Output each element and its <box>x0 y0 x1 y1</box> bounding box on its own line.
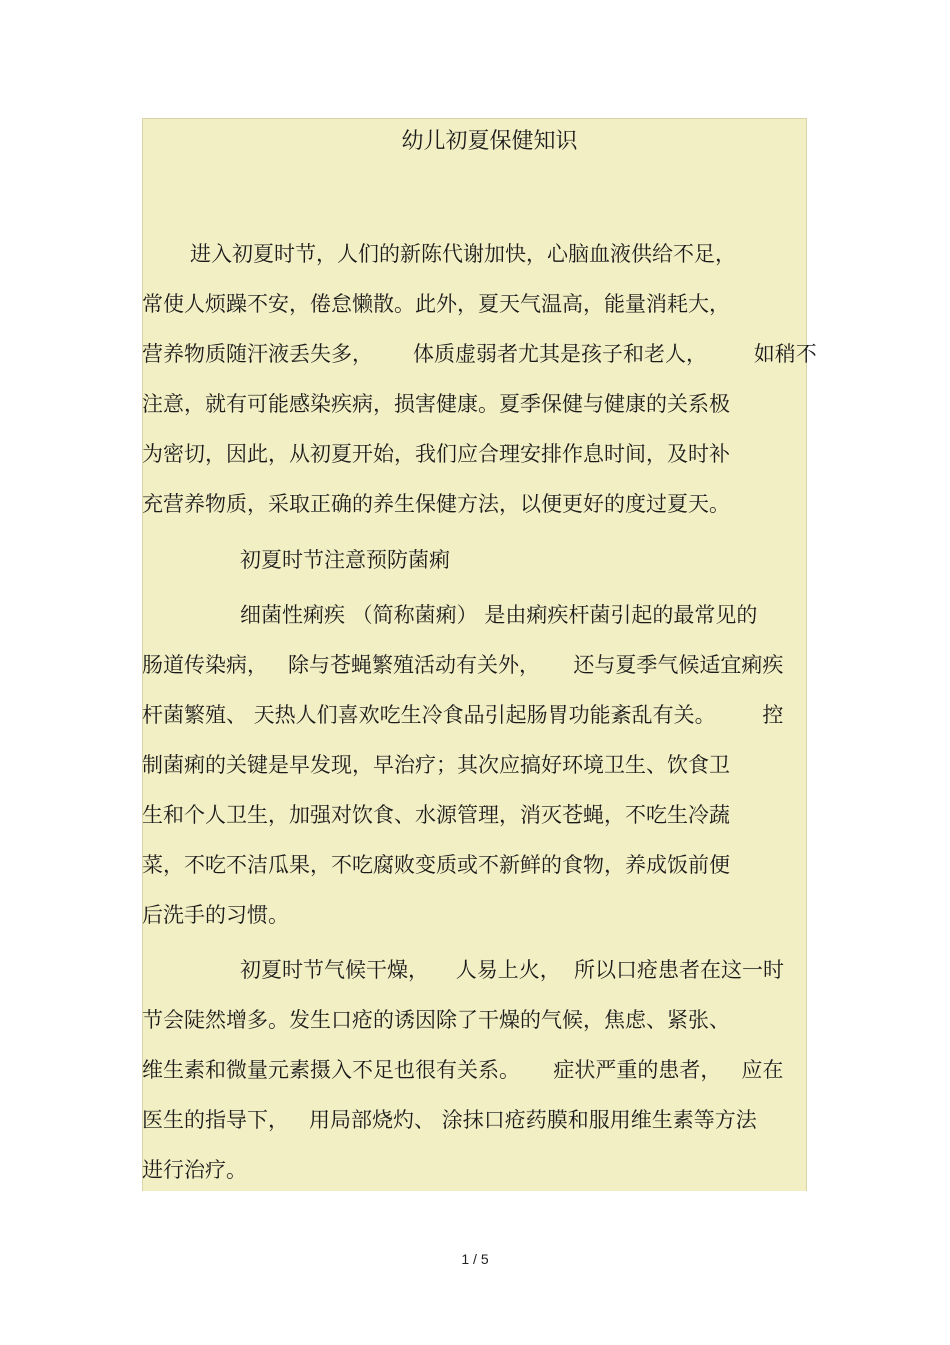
paragraph-line: 菜，不吃不洁瓜果，不吃腐败变质或不新鲜的食物，养成饭前便 <box>142 853 730 877</box>
paragraph-line: 后洗手的习惯。 <box>142 903 289 927</box>
paragraph-line: 细菌性痢疾 （简称菌痢） 是由痢疾杆菌引起的最常见的 <box>240 603 758 627</box>
page-indicator: 1 / 5 <box>461 1251 489 1267</box>
paragraph-line: 节会陡然增多。发生口疮的诱因除了干燥的气候，焦虑、紧张、 <box>142 1008 730 1032</box>
paragraph-line: 注意，就有可能感染疾病，损害健康。夏季保健与健康的关系极 <box>142 392 730 416</box>
section-heading: 初夏时节注意预防菌痢 <box>240 548 450 572</box>
paragraph-line: 医生的指导下， 用局部烧灼、 涂抹口疮药膜和服用维生素等方法 <box>142 1108 757 1132</box>
paragraph-line: 维生素和微量元素摄入不足也很有关系。 症状严重的患者， 应在 <box>142 1058 784 1082</box>
paragraph-line: 初夏时节气候干燥， 人易上火， 所以口疮患者在这一时 <box>240 958 785 982</box>
paragraph-line: 为密切，因此，从初夏开始，我们应合理安排作息时间，及时补 <box>142 442 730 466</box>
document-title: 幼儿初夏保健知识 <box>401 129 578 154</box>
paragraph-line: 充营养物质，采取正确的养生保健方法，以便更好的度过夏天。 <box>142 492 730 516</box>
paragraph-line: 常使人烦躁不安，倦怠懒散。此外，夏天气温高，能量消耗大， <box>142 292 730 316</box>
paragraph-line: 生和个人卫生，加强对饮食、水源管理，消灭苍蝇，不吃生冷蔬 <box>142 803 730 827</box>
paragraph-line: 制菌痢的关键是早发现，早治疗；其次应搞好环境卫生、饮食卫 <box>142 753 730 777</box>
paragraph-line: 杆菌繁殖、 天热人们喜欢吃生冷食品引起肠胃功能紊乱有关。 控 <box>142 703 784 727</box>
paragraph-line: 进行治疗。 <box>142 1158 247 1182</box>
paragraph-line: 肠道传染病， 除与苍蝇繁殖活动有关外， 还与夏季气候适宜痢疾 <box>142 653 784 677</box>
paragraph-line: 进入初夏时节，人们的新陈代谢加快，心脑血液供给不足， <box>190 242 736 266</box>
paragraph-line: 营养物质随汗液丢失多， 体质虚弱者尤其是孩子和老人， 如稍不 <box>142 342 817 366</box>
